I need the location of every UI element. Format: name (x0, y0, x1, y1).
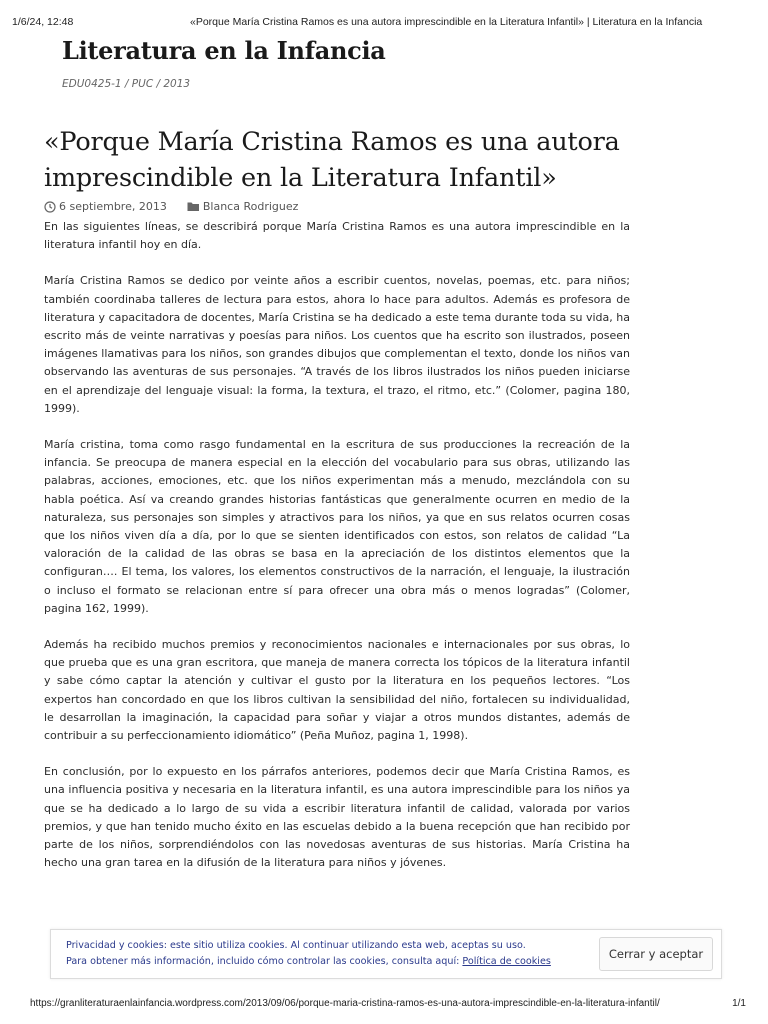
clock-icon (44, 201, 56, 213)
post-author: Blanca Rodriguez (202, 200, 299, 213)
cookie-more-info-text: Para obtener más información, incluido cómo controlar las cookies, consulta aquí: (66, 956, 463, 967)
paragraph-intro: En las siguientes líneas, se describirá porque María Cristina Ramos es una autora imprescindible en la literatura infantil hoy en día. (44, 220, 630, 252)
close-and-accept-button[interactable]: Cerrar y aceptar (599, 937, 713, 971)
site-description: EDU0425-1 / PUC / 2013 (62, 78, 191, 90)
post-title: «Porque María Cristina Ramos es una autora imprescindible en la Literatura Infantil» (44, 127, 620, 193)
cookie-notice: Privacidad y cookies: este sitio utiliza cookies. Al continuar utilizando esta web, aceptas su uso. (66, 940, 526, 951)
paragraph-awards: Además ha recibido muchos premios y reconocimientos nacionales e internacionales por sus obras, lo que prueba que es una gran escritora, que maneja de manera correcta los tópicos de la literatura infantil y sabe cómo captar la atención y cultivar el gusto por la literatura en los pequeños lectores. “Los expertos han concordado en que los libros cultivan la sensibilidad del niño, fortalecen su individualidad, le desarrollan la imaginación, la capacidad para soñar y viajar a otros mundos distantes, además de contribuir a su perfeccionamiento idiomático” (Peña Muñoz, pagina 1, 1998). (44, 638, 630, 743)
print-date: 1/6/24, 12:48 (12, 16, 74, 28)
cookie-banner (50, 929, 722, 979)
paragraph-biography: María Cristina Ramos se dedico por veinte años a escribir cuentos, novelas, poemas, etc. para niños; también coordinaba talleres de lectura para estos, ahora lo hace para adultos. Además es profesora de literatura y capacitadora de docentes, María Cristina se ha dedicado a este tema durante toda su vida, ha escrito más de veinte narrativas y poesías para niños. Los cuentos que ha escrito son ilustrados, poseen imágenes llamativas para los niños, son grandes dibujos que complementan el texto, donde los niños van observando las aventuras de sus personajes. “A través de los libros ilustrados los niños pueden iniciarse en el aprendizaje del lenguaje visual: la forma, la textura, el trazo, el ritmo, etc.” (Colomer, pagina 180, 1999). (44, 274, 630, 415)
cookie-more-info (66, 954, 586, 970)
post-meta (44, 200, 298, 213)
folder-icon (187, 201, 200, 212)
post-author-link[interactable] (187, 200, 299, 213)
post-content (44, 218, 630, 891)
cookie-policy-link[interactable]: Política de cookies (462, 956, 551, 967)
paragraph-conclusion: En conclusión, por lo expuesto en los párrafos anteriores, podemos decir que María Cristina Ramos, es una influencia positiva y necesaria en la literatura infantil, es una autora imprescindible para los niños ya que se ha dedicado a lo largo de su vida a escribir literatura infantil de calidad, valorada por varios premios, y que han tenido mucho éxito en las escuelas debido a la buena recepción que han recibido por parte de los niños, sorprendiéndolos con las novedosas aventuras de sus historias. María Cristina ha hecho una gran tarea en la difusión de la literatura para niños y jóvenes. (44, 765, 630, 870)
paragraph-style: María cristina, toma como rasgo fundamental en la escritura de sus producciones la recreación de la infancia. Se preocupa de manera especial en la elección del vocabulario para sus obras, utilizando las palabras, acciones, emociones, etc. que los niños experimentan más a menudo, mezclándola con su habla poética. Así va creando grandes historias fantásticas que generalmente ocurren en medio de la naturaleza, sus personajes son simples y atractivos para los niños, ya que en sus relatos ocurren cosas que los niños viven día a día, por lo que se sienten identificados con estos, son relatos de calidad “La valoración de la calidad de las obras se basa en la apreciación de los distintos elementos que la configuran…. El tema, los valores, los elementos constructivos de la narración, el lenguaje, la ilustración o incluso el formato se relacionan entre sí para ofrecer una obra más o menos logradas” (Colomer, pagina 162, 1999). (44, 438, 630, 615)
cookie-text (66, 938, 586, 970)
print-page-number: 1/1 (732, 998, 746, 1009)
post-date: 6 septiembre, 2013 (59, 200, 167, 213)
print-url: https://granliteraturaenlainfancia.wordpress.com/2013/09/06/porque-maria-cristina-ramos-es-una-autora-imprescindible-en-la-literatura-infantil/ (30, 998, 660, 1009)
site-title[interactable]: Literatura en la Infancia (62, 36, 386, 65)
post-date-link[interactable] (44, 200, 167, 213)
print-document-title: «Porque María Cristina Ramos es una autora imprescindible en la Literatura Infantil» | Literatura en la Infancia (190, 16, 703, 28)
